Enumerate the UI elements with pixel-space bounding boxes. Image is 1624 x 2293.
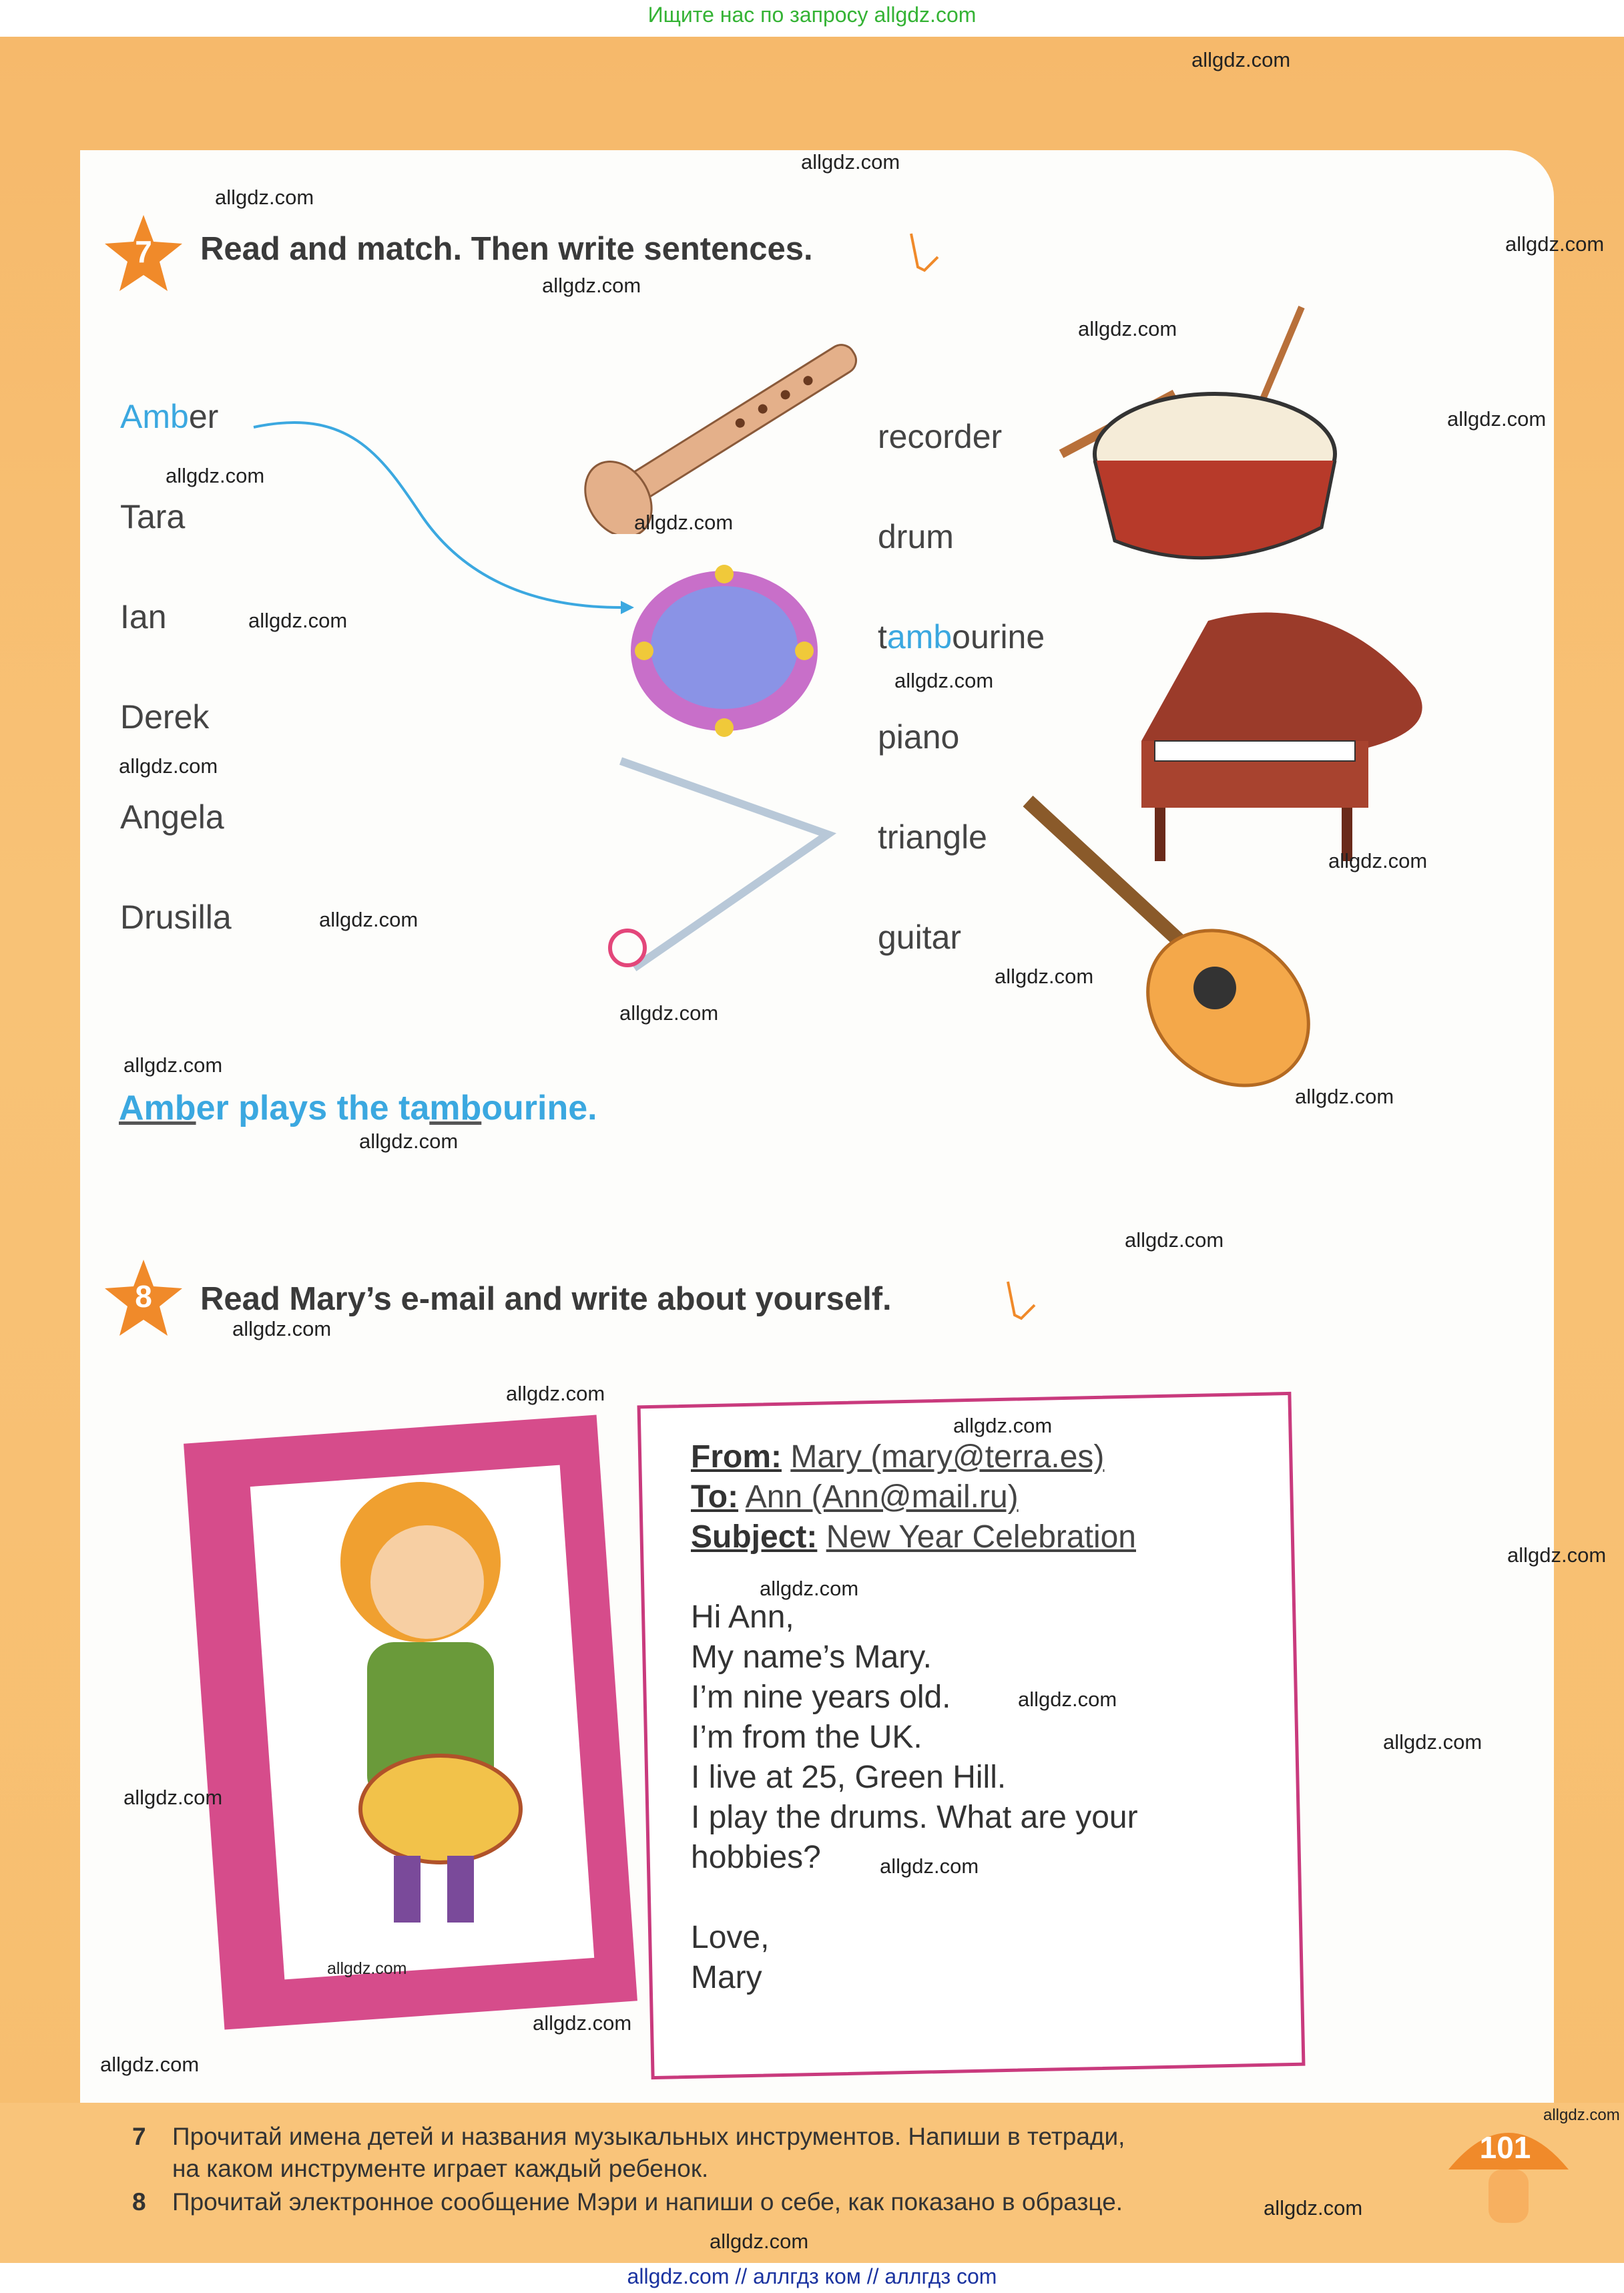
watermark: allgdz.com bbox=[123, 1786, 223, 1809]
watermark: allgdz.com bbox=[533, 2011, 632, 2035]
exercise-8-heading: Read Mary’s e-mail and write about yourself. bbox=[200, 1281, 892, 1317]
watermark: allgdz.com bbox=[327, 1959, 407, 1978]
watermark: allgdz.com bbox=[1264, 2196, 1363, 2220]
watermark: allgdz.com bbox=[801, 150, 900, 174]
guitar-picture bbox=[1001, 788, 1348, 1095]
watermark: allgdz.com bbox=[123, 1053, 223, 1077]
watermark: allgdz.com bbox=[166, 464, 265, 487]
drum-picture bbox=[1055, 300, 1348, 581]
watermark: allgdz.com bbox=[894, 669, 994, 692]
watermark: allgdz.com bbox=[100, 2053, 200, 2076]
instrument-triangle: triangle bbox=[878, 818, 987, 856]
email-signature: Mary bbox=[691, 1960, 762, 1995]
footer-number-7: 7 bbox=[132, 2123, 146, 2150]
instrument-recorder: recorder bbox=[878, 418, 1003, 455]
email-body-line: I’m nine years old. bbox=[691, 1680, 951, 1715]
email-from: From: Mary (mary@terra.es) bbox=[691, 1439, 1105, 1475]
watermark: allgdz.com bbox=[506, 1382, 605, 1405]
email-body-line: hobbies? bbox=[691, 1840, 821, 1875]
email-body-line: Hi Ann, bbox=[691, 1599, 794, 1635]
watermark: allgdz.com bbox=[119, 754, 218, 778]
name-tara: Tara bbox=[120, 498, 186, 535]
watermark: allgdz.com bbox=[319, 908, 419, 931]
exercise-8-number: 8 bbox=[135, 1279, 152, 1314]
top-banner-text: Ищите нас по запросу allgdz.com bbox=[647, 3, 977, 27]
name-ian: Ian bbox=[120, 598, 167, 635]
watermark: allgdz.com bbox=[248, 609, 348, 632]
footer-instruction-7b: на каком инструменте играет каждый ребенок. bbox=[172, 2155, 709, 2182]
watermark: allgdz.com bbox=[634, 511, 734, 534]
watermark: allgdz.com bbox=[710, 2230, 809, 2253]
pencil-icon bbox=[898, 227, 951, 280]
name-drusilla: Drusilla bbox=[120, 899, 232, 936]
watermark: allgdz.com bbox=[880, 1854, 979, 1878]
footer-number-8: 8 bbox=[132, 2188, 146, 2216]
email-closing: Love, bbox=[691, 1920, 770, 1955]
email-body-line: My name’s Mary. bbox=[691, 1639, 932, 1675]
watermark: allgdz.com bbox=[215, 186, 314, 209]
watermark: allgdz.com bbox=[1383, 1730, 1482, 1754]
email-body-line: I live at 25, Green Hill. bbox=[691, 1760, 1007, 1795]
watermark: allgdz.com bbox=[995, 965, 1094, 988]
name-angela: Angela bbox=[120, 798, 224, 836]
triangle-picture bbox=[594, 754, 854, 988]
email-subject: Subject: New Year Celebration bbox=[691, 1519, 1136, 1555]
watermark: allgdz.com bbox=[1507, 1543, 1607, 1567]
bottom-banner-text: allgdz.com // аллгдз ком // аллгдз com bbox=[627, 2264, 997, 2288]
watermark: allgdz.com bbox=[1328, 849, 1428, 872]
watermark: allgdz.com bbox=[1078, 317, 1177, 340]
recorder-picture bbox=[567, 320, 894, 534]
email-body-line: I play the drums. What are your bbox=[691, 1800, 1138, 1835]
watermark: allgdz.com bbox=[1191, 48, 1291, 71]
exercise-7-heading: Read and match. Then write sentences. bbox=[200, 231, 813, 267]
footer-instruction-7a: Прочитай имена детей и названия музыкальных инструментов. Напиши в тетради, bbox=[172, 2123, 1125, 2150]
email-to: To: Ann (Ann@mail.ru) bbox=[691, 1479, 1019, 1515]
tambourine-picture bbox=[624, 561, 824, 741]
name-derek: Derek bbox=[120, 698, 210, 736]
instrument-drum: drum bbox=[878, 518, 954, 555]
exercise-7-number: 7 bbox=[135, 234, 152, 269]
email-body-line: I’m from the UK. bbox=[691, 1720, 922, 1755]
watermark: allgdz.com bbox=[1447, 407, 1547, 431]
watermark: allgdz.com bbox=[359, 1129, 459, 1153]
watermark: allgdz.com bbox=[1018, 1688, 1117, 1711]
watermark: allgdz.com bbox=[232, 1317, 332, 1340]
watermark: allgdz.com bbox=[1505, 232, 1605, 256]
pencil-icon bbox=[995, 1275, 1048, 1328]
watermark: allgdz.com bbox=[619, 1001, 719, 1025]
instrument-piano: piano bbox=[878, 718, 960, 756]
watermark: allgdz.com bbox=[1543, 2106, 1620, 2124]
watermark: allgdz.com bbox=[542, 274, 641, 297]
watermark: allgdz.com bbox=[953, 1414, 1053, 1437]
instrument-guitar: guitar bbox=[878, 919, 962, 956]
footer-instruction-8: Прочитай электронное сообщение Мэри и напиши о себе, как показано в образце. bbox=[172, 2188, 1123, 2216]
watermark: allgdz.com bbox=[760, 1577, 859, 1600]
instrument-tambourine: tambourine bbox=[878, 618, 1045, 656]
watermark: allgdz.com bbox=[1125, 1228, 1224, 1252]
watermark: allgdz.com bbox=[1295, 1085, 1394, 1108]
page-number: 101 bbox=[1479, 2130, 1531, 2165]
name-amber: Amber bbox=[120, 398, 219, 435]
mary-picture bbox=[287, 1462, 581, 1943]
example-sentence: Amber plays the tambourine. bbox=[119, 1089, 597, 1127]
